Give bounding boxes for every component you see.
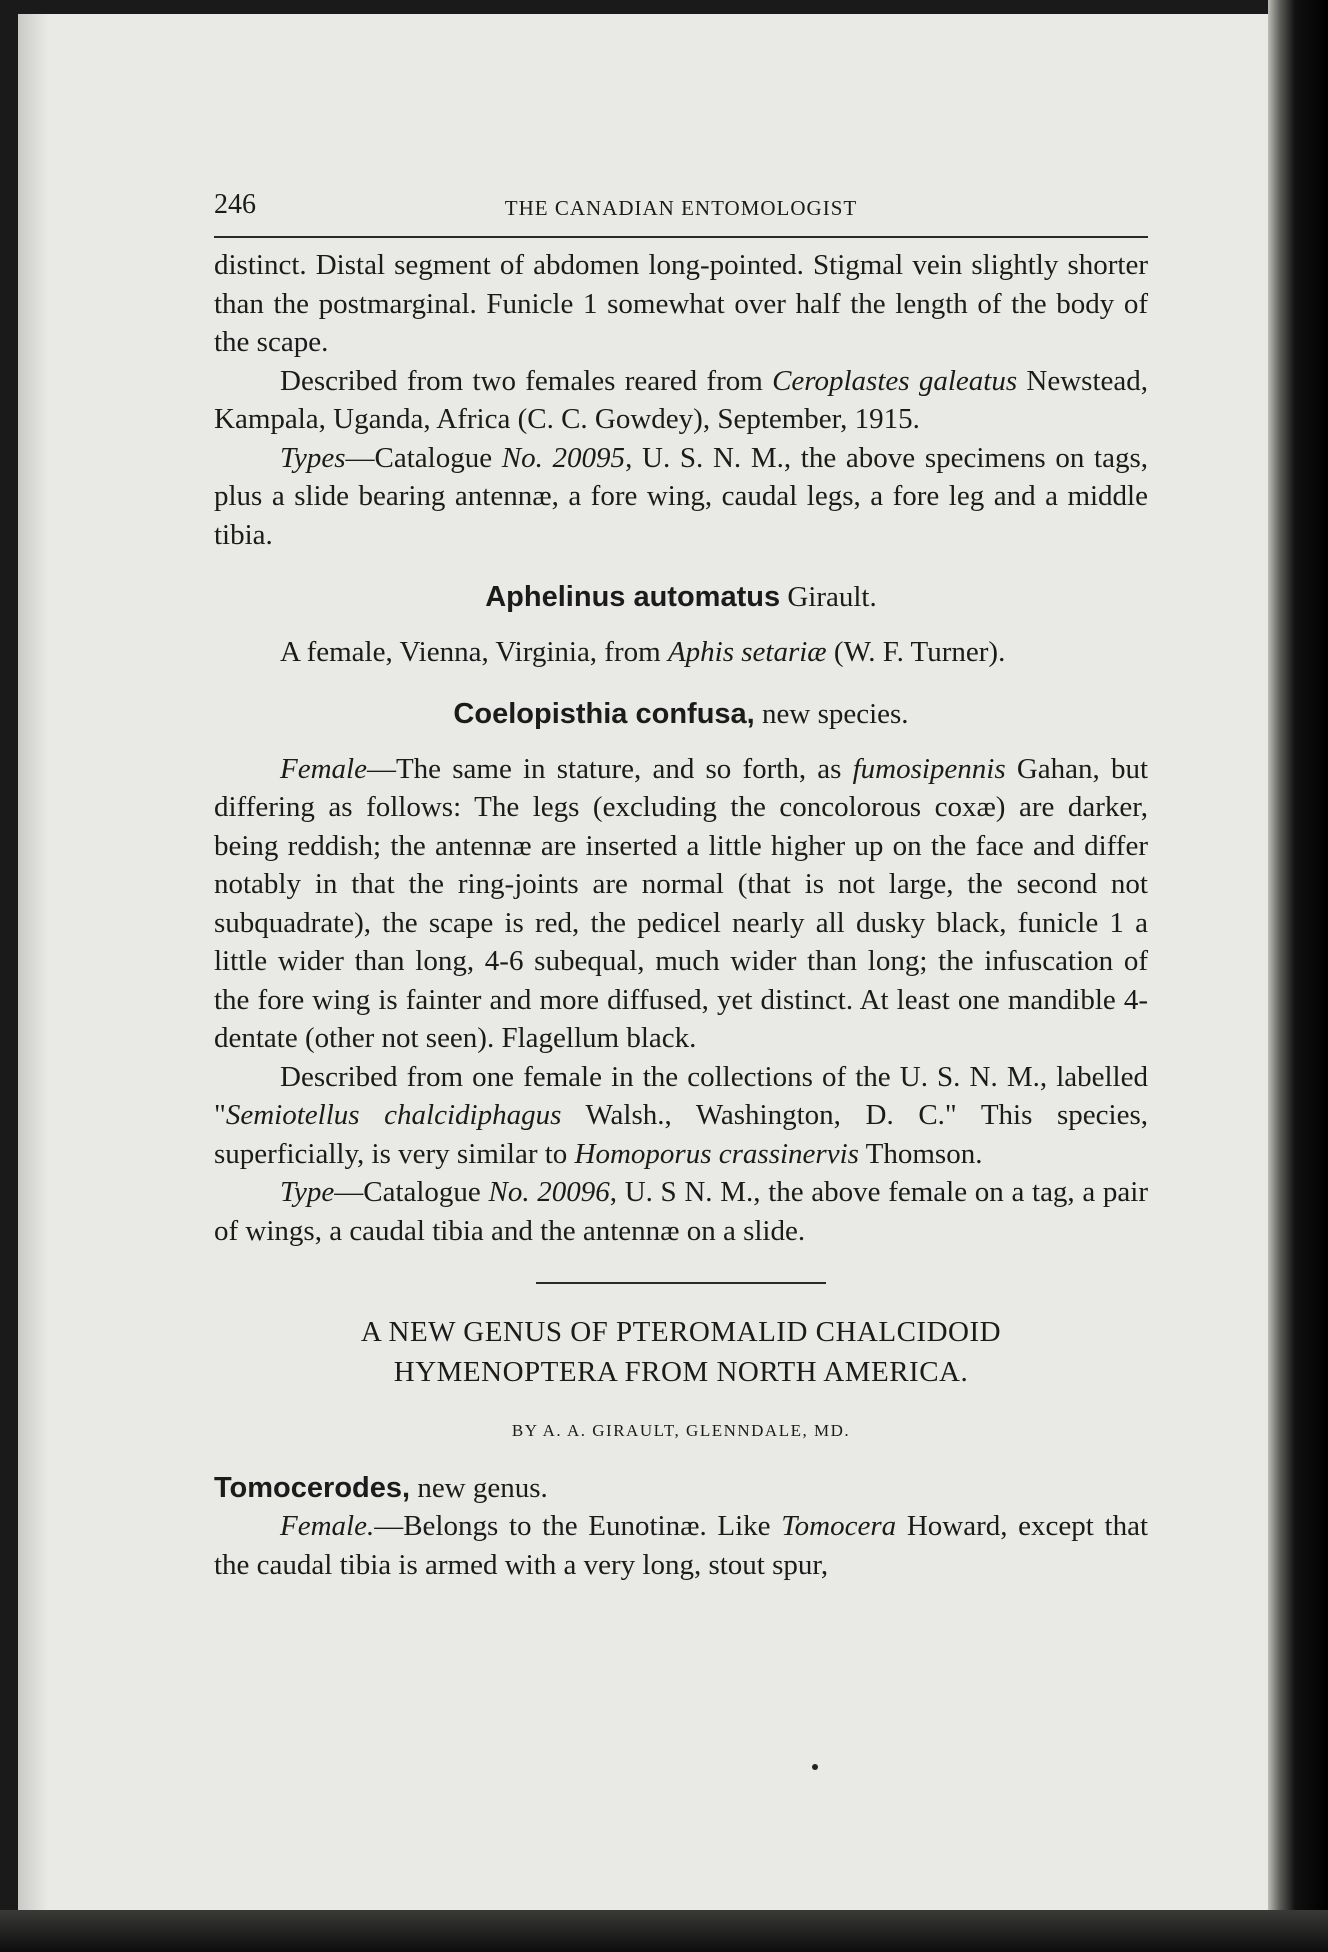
catalogue-number: No. 20096 [488, 1176, 610, 1208]
heading-author: Girault. [780, 581, 877, 613]
stray-dot-mark [812, 1764, 818, 1770]
paragraph-aphelinus [214, 633, 1148, 672]
genus-heading [214, 1469, 1148, 1508]
species-name-italic: Aphis setariæ [667, 635, 827, 668]
paragraph-text: —Catalogue [345, 441, 502, 474]
female-label: Female. [280, 1510, 375, 1542]
paragraph-tomocerodes-female [214, 1507, 1148, 1584]
paragraph-text: , U. S. N. M., the above specimens on tags, plus a slide bearing antennæ, a fore wing, caudal legs, a fore leg and a middle tibia. [214, 441, 1148, 551]
paragraph-text: —Belongs to the Eunotinæ. Like [374, 1510, 782, 1542]
paragraph-text: (W. F. Turner). [826, 635, 1006, 668]
type-label: Type [280, 1176, 335, 1208]
paragraph-text: , U. S N. M., the above female on a tag, a pair of wings, a caudal tibia and the antennæ on a slide. [214, 1176, 1148, 1247]
species-name-italic: fumosipennis [852, 752, 1006, 785]
section-divider [536, 1282, 826, 1284]
paragraph-text: Newstead, Kampala, Uganda, Africa (C. C. Gowdey), September, 1915. [214, 364, 1148, 435]
heading-coelopisthia [214, 695, 1148, 734]
heading-species-name: Coelopisthia confusa, [453, 698, 755, 730]
types-label: Types [280, 441, 346, 474]
article-title-line2: HYMENOPTERA FROM NORTH AMERICA. [393, 1356, 969, 1388]
paragraph-text: —Catalogue [334, 1176, 489, 1208]
genus-suffix: new genus. [410, 1471, 548, 1504]
species-name-italic: Semiotellus chalcidiphagus [225, 1099, 562, 1131]
header-rule [214, 236, 1148, 238]
heading-species-name: Aphelinus automatus [485, 581, 781, 613]
article-title-line1: A NEW GENUS OF PTEROMALID CHALCIDOID [360, 1316, 1002, 1348]
species-name-italic: Homoporus crassinervis [574, 1137, 859, 1170]
female-label: Female [280, 752, 367, 785]
page-number: 246 [214, 189, 256, 220]
article-byline: BY A. A. GIRAULT, GLENNDALE, MD. [511, 1421, 851, 1440]
paragraph-type [214, 1173, 1148, 1250]
page-bottom-edge [0, 1910, 1328, 1952]
paragraph-text: Described from two females reared from [280, 364, 773, 397]
paragraph-described [214, 362, 1148, 439]
paragraph-described-one-female [214, 1058, 1148, 1174]
paragraph-types [214, 439, 1148, 555]
heading-suffix: new species. [754, 698, 909, 730]
paragraph-text: Thomson. [858, 1137, 983, 1170]
paragraph-text: distinct. Distal segment of abdomen long-pointed. Stigmal vein slightly shorter than the postmarginal. Funicle 1 somewhat over half the length of the body of the scape. [214, 249, 1148, 358]
catalogue-number: No. 20095 [501, 441, 626, 474]
species-name-italic: Ceroplastes galeatus [772, 364, 1018, 397]
page-header [214, 186, 1148, 226]
running-head: THE CANADIAN ENTOMOLOGIST [504, 196, 858, 220]
page-content [214, 186, 1148, 1584]
paragraph-text: Walsh., Washington, D. C." This species, superficially, is very similar to [214, 1099, 1149, 1170]
paragraph-text: —The same in stature, and so forth, as [366, 752, 853, 785]
paragraph-text: A female, Vienna, Virginia, from [280, 635, 668, 668]
paragraph-female [214, 750, 1148, 1058]
book-spine-shadow [1268, 0, 1328, 1952]
paragraph-distinct [214, 246, 1148, 362]
paragraph-text: Gahan, but differing as follows: The legs (excluding the concolorous coxæ) are darker, being reddish; the antennæ are inserted a little higher up on the face and differ notably in that the ring-joints are normal (that is not large, the second not subquadrate), the scape is red, the pedicel nearly all dusky black, funicle 1 a little wider than long, 4-6 subequal, much wider than long; the infuscation of the fore wing is fainter and more diffused, yet distinct. At least one mandible 4-dentate (other not seen). Flagellum black. [214, 752, 1148, 1054]
paragraph-text: Described from one female in the collections of the U. S. N. M., labelled " [214, 1060, 1148, 1131]
genus-name: Tomocerodes, [214, 1471, 411, 1504]
heading-aphelinus [214, 578, 1148, 617]
genus-name-italic: Tomocera [781, 1510, 897, 1542]
paragraph-text: Howard, except that the caudal tibia is armed with a very long, stout spur, [214, 1510, 1148, 1581]
